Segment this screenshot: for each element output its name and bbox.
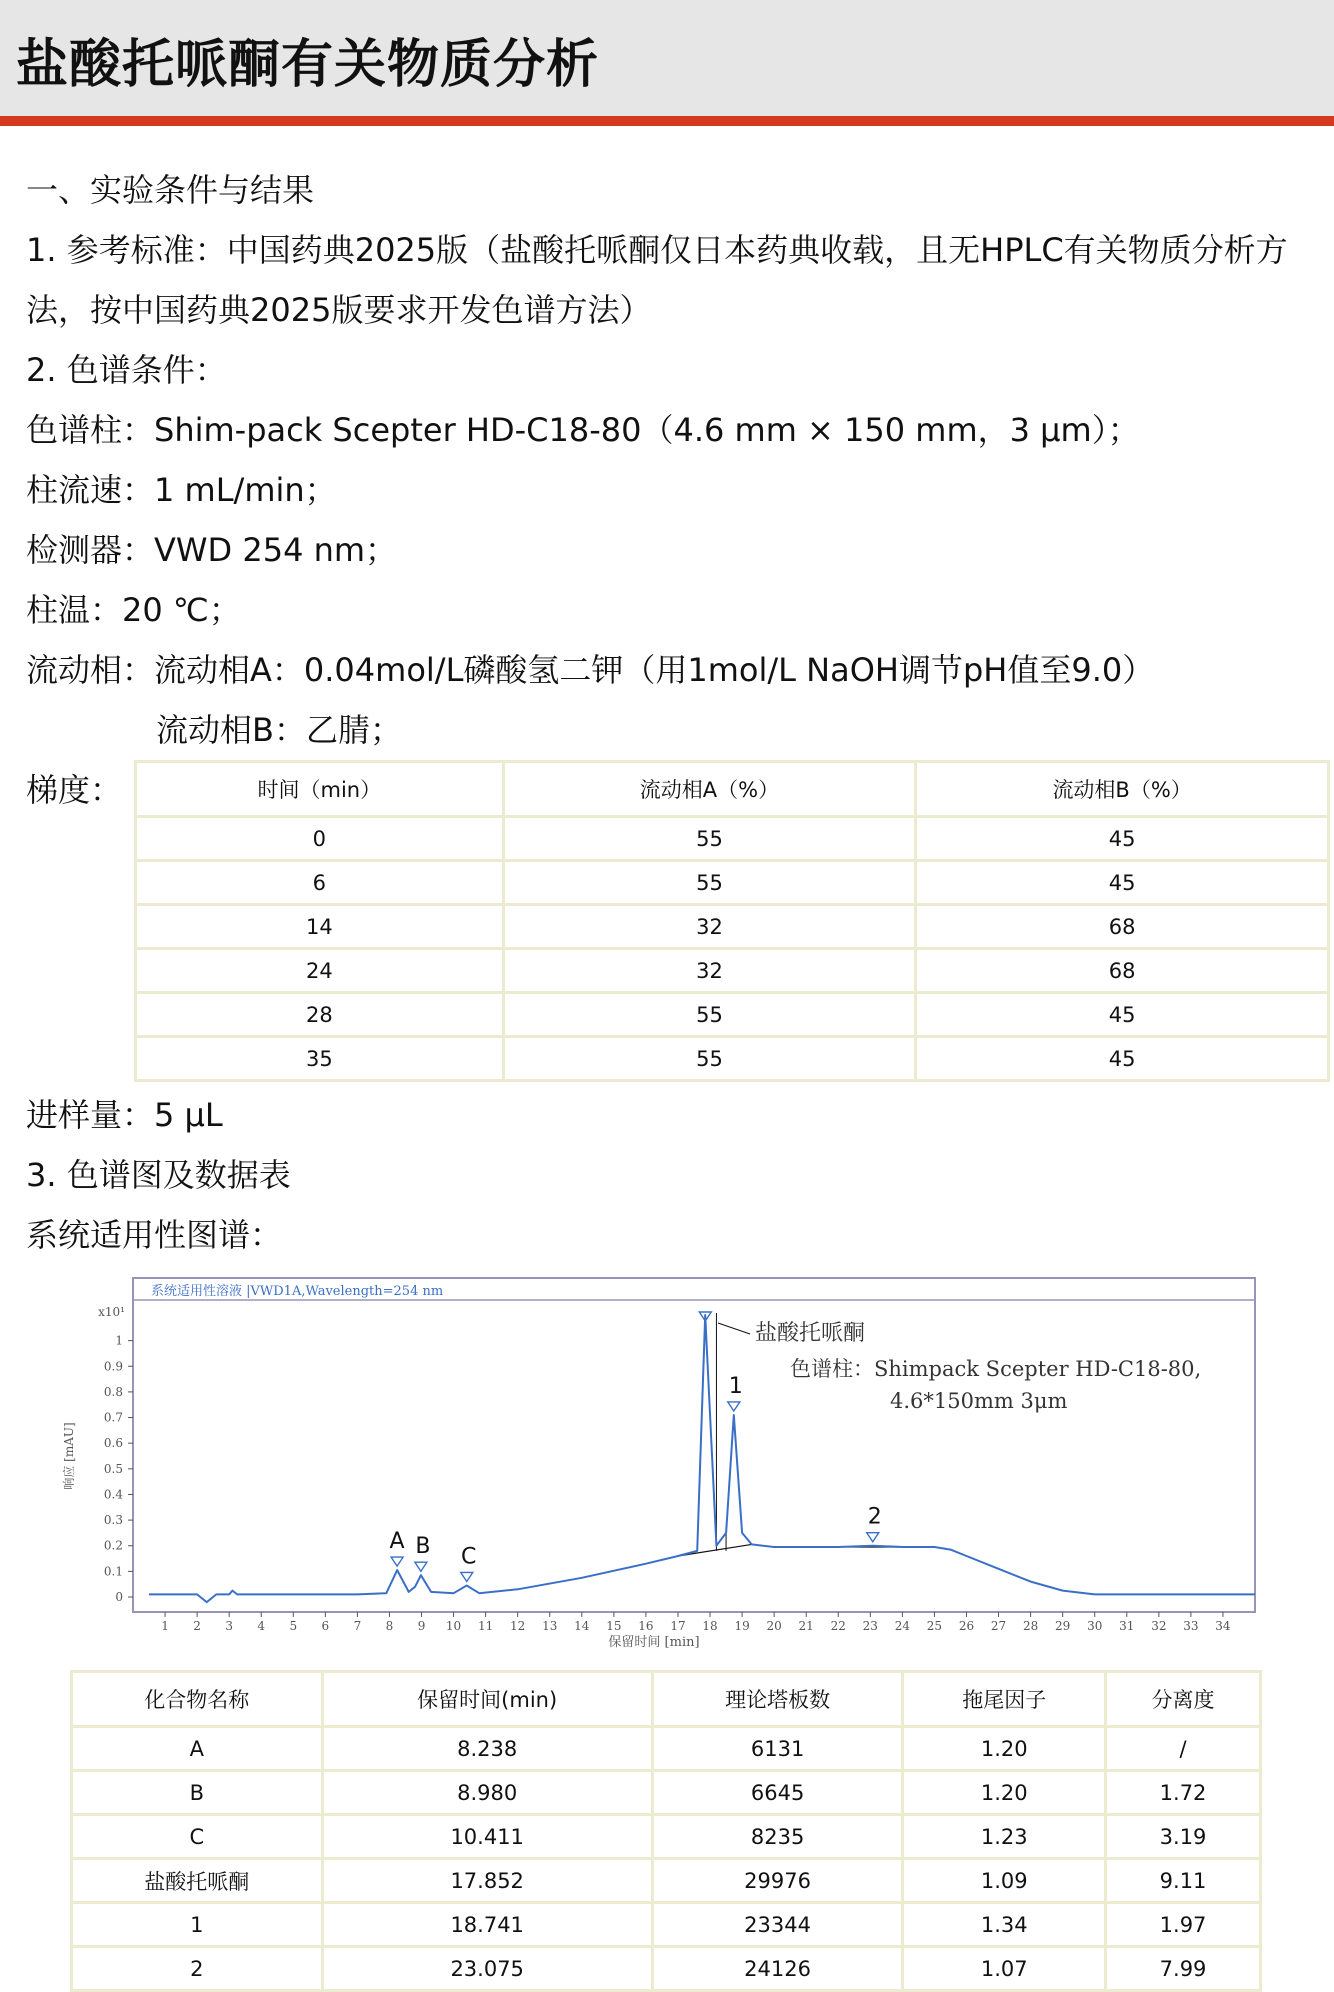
mobile-phase-b: 流动相B：乙腈； <box>156 711 402 749</box>
table-cell: B <box>72 1771 323 1815</box>
x-tick-label: 30 <box>1087 1619 1103 1633</box>
x-tick-label: 17 <box>670 1619 686 1633</box>
table-row <box>72 1947 1261 1991</box>
peak-label: 2 <box>867 1504 882 1530</box>
y-tick-label: 1 <box>115 1333 123 1348</box>
peak-marker <box>391 1557 403 1566</box>
x-tick-label: 24 <box>894 1619 911 1633</box>
peak-marker <box>461 1572 473 1581</box>
x-tick-label: 28 <box>1022 1619 1039 1633</box>
table-cell: 6 <box>136 861 504 905</box>
mobile-phase-a: 流动相：流动相A：0.04mol/L磷酸氢二钾（用1mol/L NaOH调节pH值至9.0） <box>26 651 1155 689</box>
table-cell: 55 <box>503 1037 916 1081</box>
y-tick-label: 0.5 <box>103 1461 123 1476</box>
table-cell: C <box>72 1815 323 1859</box>
table-row <box>72 1859 1261 1903</box>
table-cell: 68 <box>916 949 1329 993</box>
gradient-header: 流动相B（%） <box>916 762 1329 817</box>
results-header: 保留时间(min) <box>322 1672 652 1727</box>
table-cell: 1.07 <box>903 1947 1106 1991</box>
x-tick-label: 34 <box>1215 1619 1231 1633</box>
table-cell: A <box>72 1727 323 1771</box>
x-tick-label: 2 <box>193 1619 201 1633</box>
peak-label: 1 <box>728 1373 743 1399</box>
y-tick-label: 0.9 <box>103 1359 123 1374</box>
table-cell: 55 <box>503 817 916 861</box>
x-tick-label: 15 <box>606 1619 622 1633</box>
table-cell: 55 <box>503 861 916 905</box>
detector: 检测器：VWD 254 nm； <box>26 531 398 569</box>
gradient-header-row <box>136 762 1329 817</box>
table-row <box>136 993 1329 1037</box>
x-tick-label: 25 <box>926 1619 943 1633</box>
table-cell: 32 <box>503 949 916 993</box>
content <box>26 160 1316 1265</box>
table-cell: 0 <box>136 817 504 861</box>
column-info: 色谱柱：Shim-pack Scepter HD-C18-80（4.6 mm × 150 mm，3 μm）； <box>26 411 1140 449</box>
x-tick-label: 8 <box>385 1619 394 1633</box>
section-heading-1: 一、实验条件与结果 <box>26 171 315 209</box>
section-heading-2: 2. 色谱条件： <box>26 351 227 389</box>
gradient-header: 时间（min） <box>136 762 504 817</box>
table-cell: 14 <box>136 905 504 949</box>
results-header: 分离度 <box>1106 1672 1261 1727</box>
results-header: 拖尾因子 <box>903 1672 1106 1727</box>
annotation-leader <box>718 1323 750 1334</box>
main-peak-annotation: 盐酸托哌酮 <box>755 1321 866 1346</box>
x-tick-label: 5 <box>289 1619 298 1633</box>
table-row <box>72 1903 1261 1947</box>
column-annotation: 色谱柱：Shimpack Scepter HD-C18-80, <box>790 1357 1202 1381</box>
section-heading-3: 3. 色谱图及数据表 <box>26 1156 291 1194</box>
gradient-header: 流动相A（%） <box>503 762 916 817</box>
x-tick-label: 22 <box>830 1619 846 1633</box>
table-cell: 1.97 <box>1106 1903 1261 1947</box>
table-cell: 28 <box>136 993 504 1037</box>
y-axis-label: 响应 [mAU] <box>62 1422 76 1490</box>
table-cell: 1 <box>72 1903 323 1947</box>
suitability-heading: 系统适用性图谱： <box>26 1216 283 1254</box>
table-cell: 45 <box>916 861 1329 905</box>
x-axis-label: 保留时间 [min] <box>608 1635 700 1650</box>
x-tick-label: 11 <box>477 1619 494 1633</box>
table-cell: 45 <box>916 817 1329 861</box>
table-cell: 35 <box>136 1037 504 1081</box>
peak-marker <box>415 1562 427 1571</box>
table-cell: 55 <box>503 993 916 1037</box>
page-header <box>0 0 1334 126</box>
chart-frame <box>133 1278 1255 1612</box>
table-cell: 1.23 <box>903 1815 1106 1859</box>
table-cell: 8235 <box>652 1815 903 1859</box>
table-cell: 1.20 <box>903 1727 1106 1771</box>
peak-marker <box>728 1402 740 1411</box>
x-tick-label: 23 <box>862 1619 878 1633</box>
table-cell: 8.980 <box>322 1771 652 1815</box>
table-cell: 6645 <box>652 1771 903 1815</box>
x-tick-label: 18 <box>702 1619 718 1633</box>
table-cell: 1.20 <box>903 1771 1106 1815</box>
results-table <box>70 1670 1262 1992</box>
table-cell: 24126 <box>652 1947 903 1991</box>
peak-label: A <box>389 1529 405 1555</box>
x-tick-label: 20 <box>766 1619 782 1633</box>
table-row <box>72 1815 1261 1859</box>
table-row <box>72 1727 1261 1771</box>
x-tick-label: 27 <box>990 1619 1007 1633</box>
results-header: 理论塔板数 <box>652 1672 903 1727</box>
table-cell: 23344 <box>652 1903 903 1947</box>
table-cell: 6131 <box>652 1727 903 1771</box>
results-header-row <box>72 1672 1261 1727</box>
x-tick-label: 31 <box>1119 1619 1135 1633</box>
table-cell: 1.09 <box>903 1859 1106 1903</box>
column-temperature: 柱温：20 ℃； <box>26 591 241 629</box>
x-tick-label: 3 <box>225 1619 233 1633</box>
x-tick-label: 33 <box>1183 1619 1199 1633</box>
table-cell: 9.11 <box>1106 1859 1261 1903</box>
x-tick-label: 26 <box>958 1619 975 1633</box>
table-cell: 18.741 <box>322 1903 652 1947</box>
y-multiplier: x10¹ <box>98 1305 125 1319</box>
table-cell: 8.238 <box>322 1727 652 1771</box>
x-tick-label: 9 <box>417 1619 426 1633</box>
x-tick-label: 13 <box>542 1619 558 1633</box>
table-cell: 17.852 <box>322 1859 652 1903</box>
y-tick-label: 0 <box>115 1590 123 1604</box>
x-tick-label: 19 <box>734 1619 750 1633</box>
table-cell: 7.99 <box>1106 1947 1261 1991</box>
column-annotation: 4.6*150mm 3μm <box>890 1389 1068 1413</box>
x-tick-label: 32 <box>1151 1619 1167 1633</box>
x-tick-label: 4 <box>257 1619 266 1633</box>
page-title: 盐酸托哌酮有关物质分析 <box>16 35 600 95</box>
results-header: 化合物名称 <box>72 1672 323 1727</box>
table-cell: 盐酸托哌酮 <box>72 1859 323 1903</box>
x-tick-label: 10 <box>445 1619 462 1633</box>
y-tick-label: 0.2 <box>103 1538 123 1553</box>
table-cell: 23.075 <box>322 1947 652 1991</box>
table-row <box>136 905 1329 949</box>
table-cell: / <box>1106 1727 1261 1771</box>
y-tick-label: 0.1 <box>103 1564 123 1579</box>
flow-rate: 柱流速：1 mL/min； <box>26 471 337 509</box>
table-cell: 3.19 <box>1106 1815 1261 1859</box>
table-cell: 45 <box>916 993 1329 1037</box>
y-tick-label: 0.3 <box>103 1513 123 1528</box>
x-tick-label: 12 <box>510 1619 526 1633</box>
injection-volume: 进样量：5 μL <box>26 1096 223 1134</box>
x-tick-label: 7 <box>353 1619 362 1633</box>
x-tick-label: 1 <box>161 1619 169 1633</box>
peak-marker <box>867 1533 879 1542</box>
table-row <box>136 861 1329 905</box>
table-row <box>136 949 1329 993</box>
peak-label: C <box>461 1544 477 1570</box>
chromatogram-chart <box>55 1270 1260 1665</box>
table-cell: 32 <box>503 905 916 949</box>
peak-label: B <box>415 1534 431 1560</box>
integration-baseline <box>678 1544 752 1556</box>
gradient-table <box>134 760 1330 1082</box>
table-cell: 24 <box>136 949 504 993</box>
x-tick-label: 21 <box>798 1619 814 1633</box>
table-row <box>136 1037 1329 1081</box>
chart-title: 系统适用性溶液 |VWD1A,Wavelength=254 nm <box>151 1284 444 1299</box>
x-tick-label: 14 <box>574 1619 590 1633</box>
table-cell: 1.34 <box>903 1903 1106 1947</box>
y-tick-label: 0.7 <box>103 1410 123 1425</box>
table-row <box>136 817 1329 861</box>
x-tick-label: 16 <box>638 1619 654 1633</box>
x-tick-label: 29 <box>1055 1619 1071 1633</box>
table-cell: 10.411 <box>322 1815 652 1859</box>
reference-standard: 1. 参考标准：中国药典2025版（盐酸托哌酮仅日本药典收载，且无HPLC有关物质分析方法，按中国药典2025版要求开发色谱方法） <box>26 231 1288 329</box>
table-cell: 29976 <box>652 1859 903 1903</box>
table-row <box>72 1771 1261 1815</box>
gradient-label: 梯度： <box>26 771 123 809</box>
table-cell: 45 <box>916 1037 1329 1081</box>
table-cell: 2 <box>72 1947 323 1991</box>
table-cell: 1.72 <box>1106 1771 1261 1815</box>
y-tick-label: 0.8 <box>103 1384 123 1399</box>
y-tick-label: 0.6 <box>103 1436 123 1451</box>
y-tick-label: 0.4 <box>103 1487 123 1502</box>
x-tick-label: 6 <box>321 1619 330 1633</box>
gradient-block <box>26 760 1316 1085</box>
table-cell: 68 <box>916 905 1329 949</box>
